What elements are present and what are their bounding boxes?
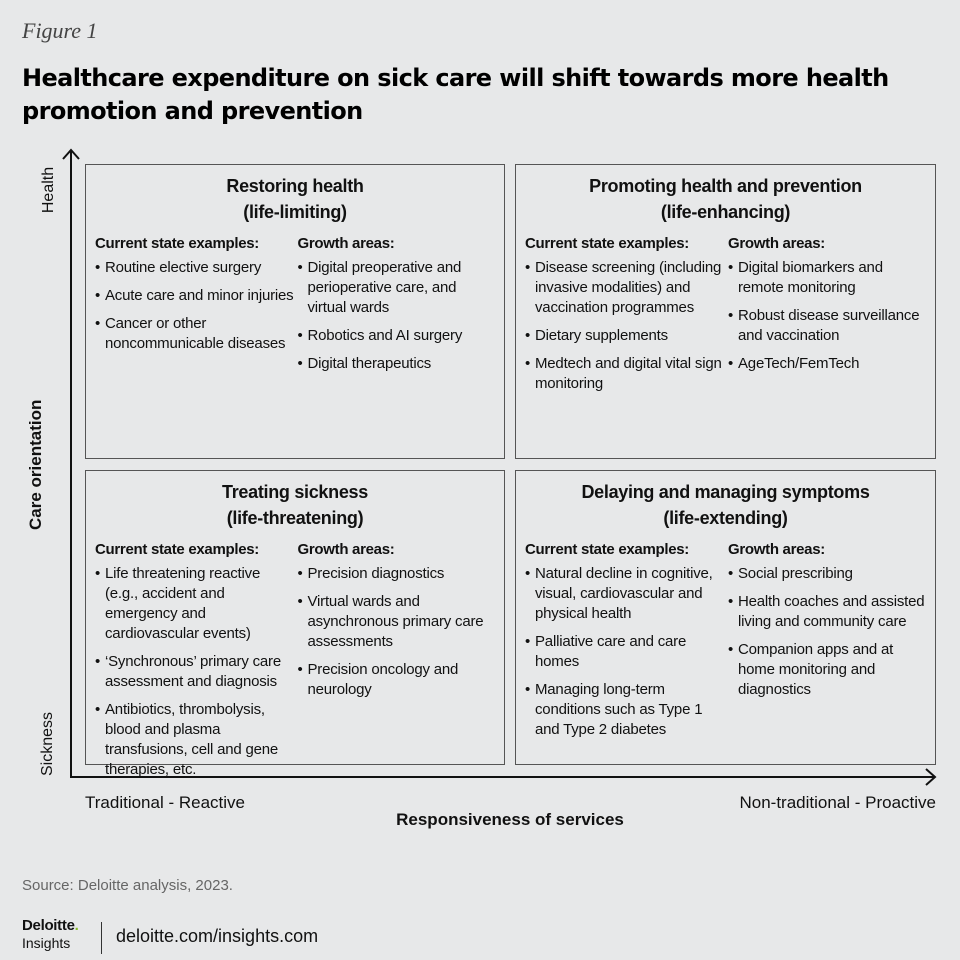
list-item: • Digital preoperative and perioperative care, and virtual wards — [298, 258, 497, 318]
list-item: • Routine elective surgery — [95, 258, 294, 278]
growth-areas-column — [298, 541, 497, 788]
list-item: • AgeTech/FemTech — [728, 354, 927, 374]
quadrant-title: Delaying and managing symptoms (life-extending) — [581, 482, 870, 528]
list-item: • Palliative care and care homes — [525, 632, 724, 672]
brand-dot-icon: . — [74, 917, 79, 934]
quadrant-title: Promoting health and prevention (life-enhancing) — [589, 176, 862, 222]
current-state-heading: Current state examples: — [525, 235, 689, 252]
x-axis-title: Responsiveness of services — [396, 810, 624, 829]
growth-areas-heading: Growth areas: — [297, 235, 395, 252]
quadrant-promoting-health — [515, 164, 936, 459]
current-state-heading: Current state examples: — [525, 541, 689, 558]
list-item: • ‘Synchronous’ primary care assessment and diagnosis — [95, 652, 294, 692]
brand-divider — [101, 922, 102, 954]
current-state-heading: Current state examples: — [95, 235, 259, 252]
growth-areas-column — [298, 235, 497, 382]
growth-areas-column — [728, 541, 927, 748]
y-axis-bottom-label: Sickness — [39, 711, 56, 777]
brand-sub-label: Insights — [22, 935, 71, 951]
list-item: • Health coaches and assisted living and community care — [728, 592, 927, 632]
growth-areas-heading: Growth areas: — [728, 235, 825, 252]
current-state-column — [525, 235, 728, 402]
list-item: • Acute care and minor injuries — [95, 286, 294, 306]
x-axis-right-label: Non-traditional - Proactive — [739, 793, 936, 812]
list-item: • Life threatening reactive (e.g., accident and emergency and cardiovascular events) — [95, 564, 294, 644]
list-item: • Precision diagnostics — [298, 564, 497, 584]
quadrant-restoring-health — [85, 164, 505, 459]
current-state-column — [95, 541, 298, 788]
list-item: • Dietary supplements — [525, 326, 724, 346]
list-item: • Natural decline in cognitive, visual, cardiovascular and physical health — [525, 564, 724, 624]
x-axis-left-label: Traditional - Reactive — [85, 793, 245, 812]
list-item: • Digital biomarkers and remote monitoring — [728, 258, 927, 298]
y-axis-title: Care orientation — [26, 399, 45, 530]
list-item: • Antibiotics, thrombolysis, blood and plasma transfusions, cell and gene therapies, etc. — [95, 700, 294, 780]
quadrant-delaying-symptoms — [515, 470, 936, 765]
current-state-column — [95, 235, 298, 382]
website-link[interactable]: deloitte.com/insights.com — [116, 926, 319, 946]
growth-areas-heading: Growth areas: — [297, 541, 395, 558]
list-item: • Disease screening (including invasive modalities) and vaccination programmes — [525, 258, 724, 318]
list-item: • Robotics and AI surgery — [298, 326, 497, 346]
quadrant-title: Restoring health (life-limiting) — [226, 176, 364, 222]
brand-logo: Deloitte. — [22, 917, 79, 934]
list-item: • Precision oncology and neurology — [298, 660, 497, 700]
growth-areas-heading: Growth areas: — [728, 541, 825, 558]
quadrant-treating-sickness — [85, 470, 505, 778]
y-axis-top-label: Health — [40, 166, 57, 214]
quadrant-title: Treating sickness (life-threatening) — [222, 482, 368, 528]
figure-label: Figure 1 — [22, 18, 98, 43]
growth-areas-column — [728, 235, 927, 402]
list-item: • Managing long-term conditions such as Type 1 and Type 2 diabetes — [525, 680, 724, 740]
source-note: Source: Deloitte analysis, 2023. — [22, 877, 233, 894]
list-item: • Digital therapeutics — [298, 354, 497, 374]
list-item: • Virtual wards and asynchronous primary care assessments — [298, 592, 497, 652]
list-item: • Medtech and digital vital sign monitoring — [525, 354, 724, 394]
current-state-column — [525, 541, 728, 748]
list-item: • Companion apps and at home monitoring and diagnostics — [728, 640, 927, 700]
current-state-heading: Current state examples: — [95, 541, 259, 558]
figure-title: Healthcare expenditure on sick care will shift towards more health promotion and prevention — [22, 64, 889, 125]
list-item: • Social prescribing — [728, 564, 927, 584]
list-item: • Robust disease surveillance and vaccination — [728, 306, 927, 346]
list-item: • Cancer or other noncommunicable diseases — [95, 314, 294, 354]
